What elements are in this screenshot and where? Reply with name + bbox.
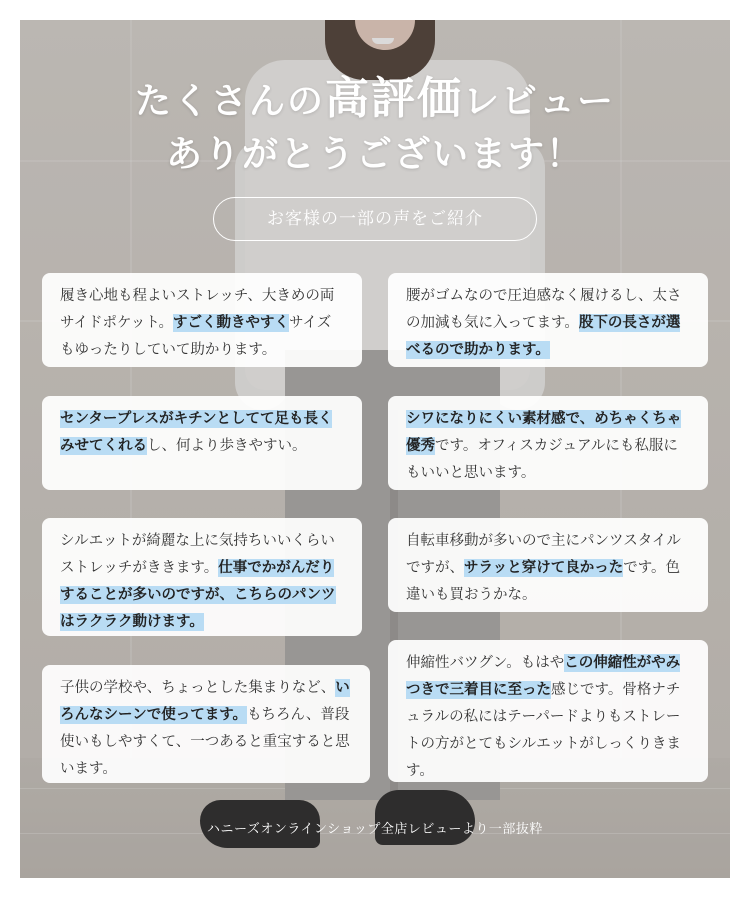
banner <box>20 20 730 878</box>
page-title-line1 <box>20 62 730 126</box>
review-highlight: 仕事でかがんだりすることが多いのですが、こちらのパンツはラクラク動けます。 <box>60 560 336 630</box>
review-card: シワになりにくい素材感で、めちゃくちゃ優秀です。オフィスカジュアルにも私服にもいいと思います。 <box>388 396 708 490</box>
page-title-line2: ありがとうございます！ <box>165 134 584 175</box>
review-card: 自転車移動が多いので主にパンツスタイルですが、サラッと穿けて良かったです。色違いも買おうかな。 <box>388 518 708 612</box>
subheading-pill: お客様の一部の声をご紹介 <box>213 197 537 241</box>
footer-note: ハニーズオンラインショップ全店レビューより一部抜粋 <box>207 822 543 837</box>
review-highlight: この伸縮性がやみつきで三着目に至った <box>406 655 681 698</box>
title-prefix: たくさんの <box>134 81 325 122</box>
review-highlight: シワになりにくい素材感で、めちゃくちゃ優秀 <box>406 411 682 454</box>
title-suffix: レビュー <box>463 81 616 122</box>
review-card: センタープレスがキチンとしてて足も長くみせてくれるし、何より歩きやすい。 <box>42 396 362 490</box>
review-highlight: サラッと穿けて良かった <box>464 560 624 576</box>
review-card: 子供の学校や、ちょっとした集まりなど、いろんなシーンで使ってます。もちろん、普段使いもしやすくて、一つあると重宝すると思います。 <box>42 665 370 783</box>
review-highlight: センタープレスがキチンとしてて足も長くみせてくれる <box>60 411 333 454</box>
title-emphasis: 高評価 <box>325 73 463 124</box>
review-highlight: 股下の長さが選べるので助かります。 <box>406 315 681 358</box>
review-highlight: すごく動きやすく <box>172 315 289 331</box>
review-card: シルエットが綺麗な上に気持ちいいくらいストレッチがききます。仕事でかがんだりすることが多いのですが、こちらのパンツはラクラク動けます。 <box>42 518 362 636</box>
review-card: 伸縮性バツグン。もはやこの伸縮性がやみつきで三着目に至った感じです。骨格ナチュラルの私にはテーパードよりもストレートの方がとてもシルエットがしっくりきます。 <box>388 640 708 782</box>
review-card: 履き心地も程よいストレッチ、大きめの両サイドポケット。すごく動きやすくサイズもゆったりしていて助かります。 <box>42 273 362 367</box>
review-highlight: いろんなシーンで使ってます。 <box>60 680 350 723</box>
review-card: 腰がゴムなので圧迫感なく履けるし、太さの加減も気に入ってます。股下の長さが選べるので助かります。 <box>388 273 708 367</box>
